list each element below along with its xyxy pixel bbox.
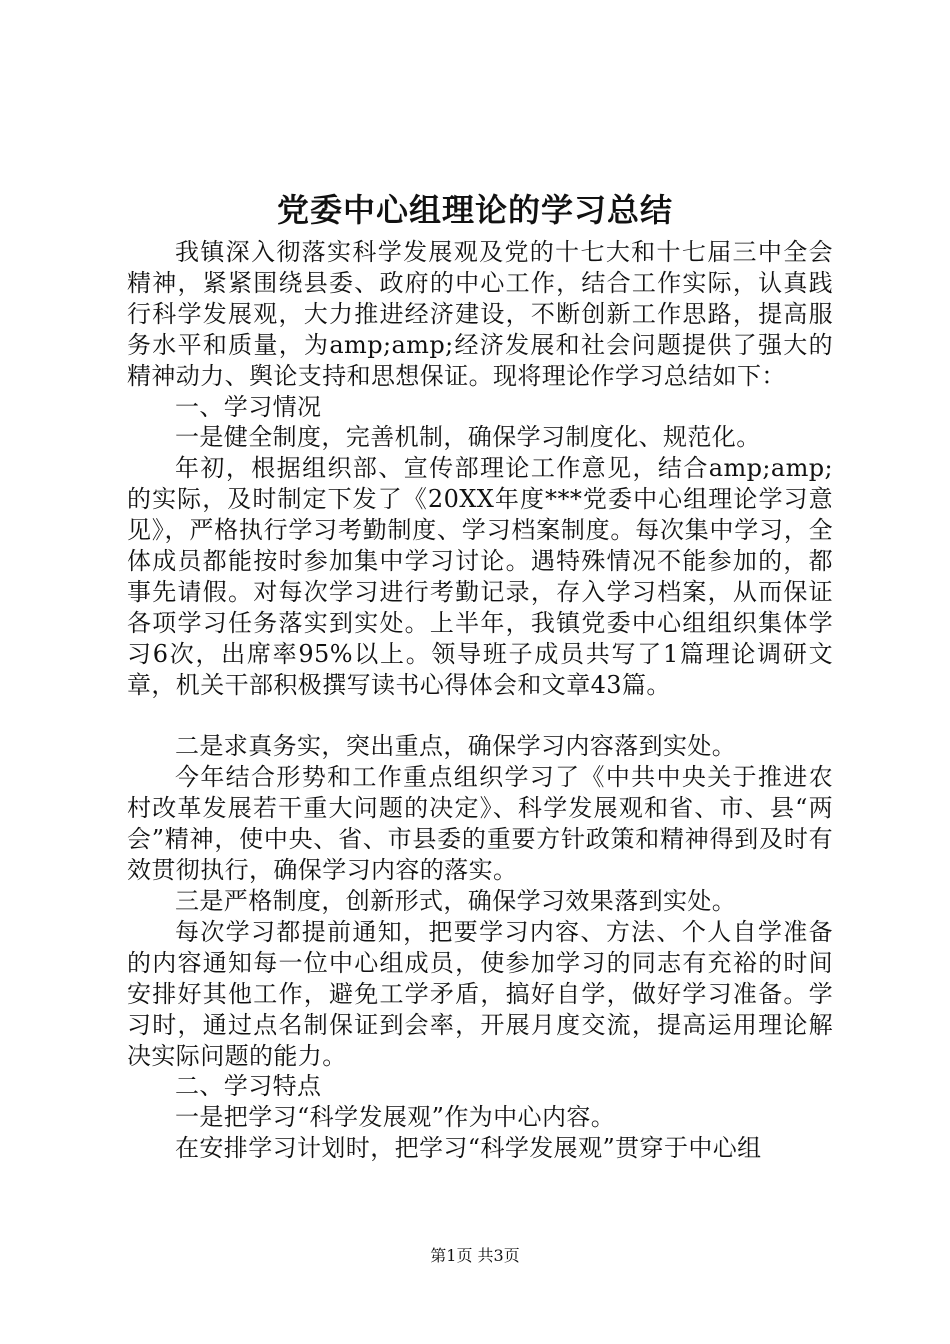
paragraph-point-2: 二是求真务实，突出重点，确保学习内容落到实处。 (175, 732, 737, 761)
paragraph-point-3-detail: 每次学习都提前通知，把要学习内容、方法、个人自学准备的内容通知每一位中心组成员，使参加学习的同志有充裕的时间安排好其他工作，避免工学矛盾，搞好自学，做好学习准备。学习时，通过点名制保证到会率，开展月度交流，提高运用理论解决实际问题的能力。 (127, 917, 833, 1070)
paragraph-feature-1: 一是把学习“科学发展观”作为中心内容。 (175, 1103, 616, 1132)
paragraph-point-1-detail: 年初，根据组织部、宣传部理论工作意见，结合amp;amp;的实际，及时制定下发了《20XX年度***党委中心组理论学习意见》，严格执行学习考勤制度、学习档案制度。每次集中学习，全体成员都能按时参加集中学习讨论。遇特殊情况不能参加的，都事先请假。对每次学习进行考勤记录，存入学习档案，从而保证各项学习任务落实到实处。上半年，我镇党委中心组组织集体学习6次，出席率95%以上。领导班子成员共写了1篇理论调研文章，机关干部积极撰写读书心得体会和文章43篇。 (127, 454, 833, 699)
document-title: 党委中心组理论的学习总结 (276, 191, 673, 229)
heading-study-features: 二、学习特点 (175, 1072, 322, 1101)
paragraph-point-3: 三是严格制度，创新形式，确保学习效果落到实处。 (175, 887, 737, 916)
paragraph-point-1: 一是健全制度，完善机制，确保学习制度化、规范化。 (175, 423, 761, 452)
page-footer: 第1页 共3页 (430, 1246, 520, 1265)
paragraph-feature-1-detail: 在安排学习计划时，把学习“科学发展观”贯穿于中心组 (175, 1134, 762, 1163)
heading-study-situation: 一、学习情况 (175, 392, 322, 421)
paragraph-intro: 我镇深入彻落实科学发展观及党的十七大和十七届三中全会精神，紧紧围绕县委、政府的中心工作，结合工作实际，认真践行科学发展观，大力推进经济建设，不断创新工作思路，提高服务水平和质量，为amp;amp;经济发展和社会问题提供了强大的精神动力、舆论支持和思想保证。现将理论作学习总结如下： (127, 238, 833, 390)
document-body (127, 237, 833, 1164)
paragraph-point-2-detail: 今年结合形势和工作重点组织学习了《中共中央关于推进农村改革发展若干重大问题的决定》、科学发展观和省、市、县“两会”精神，使中央、省、市县委的重要方针政策和精神得到及时有效贯彻执行，确保学习内容的落实。 (127, 763, 833, 885)
